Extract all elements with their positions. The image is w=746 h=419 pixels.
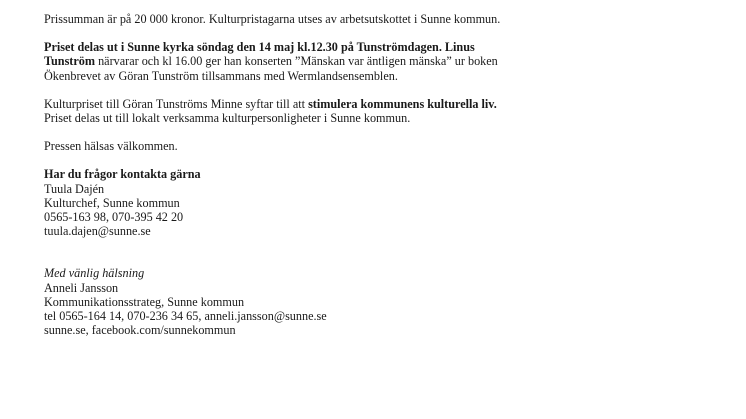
press-welcome-paragraph: Pressen hälsas välkommen.: [44, 139, 178, 154]
purpose-line-1-pre: Kulturpriset till Göran Tunströms Minne syftar till att: [44, 96, 309, 111]
contact-name: Tuula Dajén: [44, 181, 105, 196]
contact-email[interactable]: tuula.dajen@sunne.se: [44, 224, 151, 239]
ceremony-line-2: [44, 54, 724, 68]
signature-greeting: [44, 266, 724, 280]
purpose-line-1: [44, 97, 724, 111]
ceremony-line-3: Ökenbrevet av Göran Tunström tillsammans med Wermlandsensemblen.: [44, 68, 398, 83]
signature-web-line[interactable]: sunne.se, facebook.com/sunnekommun: [44, 323, 236, 338]
prize-amount-paragraph: Prissumman är på 20 000 kronor. Kulturpristagarna utses av arbetsutskottet i Sunne kommun.: [44, 12, 501, 26]
paragraph-gap: [44, 125, 724, 139]
signature-greeting-text: Med vänlig hälsning: [44, 266, 145, 281]
section-gap: [44, 238, 724, 266]
signature-title: Kommunikationsstrateg, Sunne kommun: [44, 294, 245, 309]
contact-heading: [44, 167, 724, 181]
paragraph-gap: [44, 26, 724, 40]
signature-name: Anneli Jansson: [44, 280, 119, 295]
contact-block: [44, 167, 724, 238]
signature-block: [44, 266, 724, 337]
ceremony-bold-lead: Priset delas ut i Sunne kyrka söndag den 14 maj kl.12.30 på Tunströmdagen. Linus: [44, 40, 475, 55]
paragraph-gap: [44, 153, 724, 167]
purpose-line-1-bold: stimulera kommunens kulturella liv.: [308, 96, 497, 111]
ceremony-line-1: [44, 40, 724, 54]
contact-phones: 0565-163 98, 070-395 42 20: [44, 210, 184, 225]
press-release-body: [44, 12, 724, 337]
ceremony-bold-name: Tunström: [44, 54, 96, 69]
paragraph-gap: [44, 83, 724, 97]
contact-heading-text: Har du frågor kontakta gärna: [44, 167, 201, 182]
purpose-paragraph: [44, 97, 724, 125]
contact-title: Kulturchef, Sunne kommun: [44, 195, 180, 210]
ceremony-paragraph: [44, 40, 724, 83]
signature-contact-line[interactable]: tel 0565-164 14, 070-236 34 65, anneli.jansson@sunne.se: [44, 309, 327, 324]
purpose-line-2: Priset delas ut till lokalt verksamma kulturpersonligheter i Sunne kommun.: [44, 111, 411, 126]
ceremony-line-2-rest: närvarar och kl 16.00 ger han konserten ”Mänskan var äntligen mänska” ur boken: [95, 54, 498, 69]
